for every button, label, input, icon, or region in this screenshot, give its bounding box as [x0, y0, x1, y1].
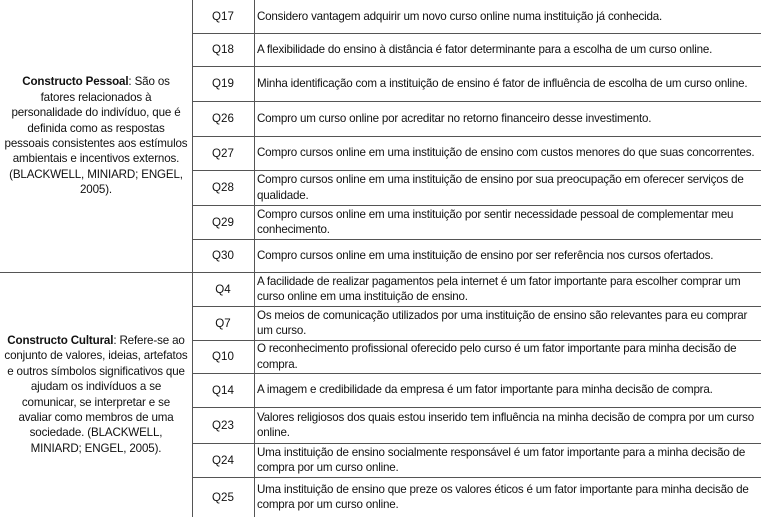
question-statement-cell — [257, 205, 759, 239]
question-statement-cell — [257, 0, 759, 33]
table-row — [192, 443, 761, 477]
question-statement: Compro cursos online em uma instituição de ensino por sua preocupação em oferecer serviços de qualidade. — [257, 173, 744, 202]
question-statement: Os meios de comunicação utilizados por uma instituição de ensino são relevantes para eu comprar um curso. — [257, 308, 748, 337]
question-statement: A imagem e credibilidade da empresa é um fator importante para minha decisão de compra. — [257, 383, 713, 397]
question-statement-cell — [257, 66, 759, 101]
row-divider — [192, 66, 761, 67]
table-row — [192, 407, 761, 443]
question-statement: A facilidade de realizar pagamentos pela internet é um fator importante para escolher comprar um curso online em uma instituição de ensino. — [257, 274, 741, 303]
row-divider — [192, 101, 761, 102]
column-divider — [254, 0, 255, 517]
question-code: Q27 — [212, 146, 234, 160]
table-row — [192, 101, 761, 136]
column-divider — [192, 0, 193, 517]
row-divider — [192, 136, 761, 137]
table-row — [192, 340, 761, 373]
table-row — [192, 239, 761, 272]
construct-pessoal-cell — [0, 0, 192, 272]
construct-cultural-cell — [0, 272, 192, 517]
row-divider — [192, 239, 761, 240]
table-row — [192, 66, 761, 101]
question-code: Q26 — [212, 112, 234, 125]
table-row — [192, 0, 761, 33]
construct-cultural-description: : Refere-se ao conjunto de valores, ideias, artefatos e outros símbolos significativos que ajudam os indivíduos a se comunicar, se interpretar e se avaliar como membros de uma sociedade. (BLACKWELL, MINIARD; ENGEL, 2005). — [4, 333, 188, 455]
question-code: Q28 — [212, 181, 234, 194]
question-statement: Minha identificação com a instituição de ensino é fator de influência de escolha de um curso online. — [257, 76, 748, 90]
construct-cultural-text — [4, 333, 188, 456]
question-code: Q24 — [212, 453, 234, 467]
row-divider — [192, 306, 761, 307]
construct-pessoal-description: : São os fatores relacionados à personalidade do indivíduo, que é definida como as respostas pessoais consistentes aos estímulos ambientais e incentivos externos.(BLACKWELL, MINIARD; ENGEL, 2005). — [4, 75, 188, 197]
question-statement: Uma instituição de ensino que preze os valores éticos é um fator importante para minha decisão de compra por um curso online. — [257, 482, 749, 511]
question-statement: Valores religiosos dos quais estou inserido tem influência na minha decisão de compra por um curso online. — [257, 410, 755, 439]
question-statement: Compro um curso online por acreditar no retorno financeiro desse investimento. — [257, 111, 652, 125]
question-statement: O reconhecimento profissional oferecido pelo curso é um fator importante para minha decisão de compra. — [257, 342, 737, 371]
question-statement-cell — [257, 272, 759, 306]
table-row — [192, 373, 761, 407]
question-statement: A flexibilidade do ensino à distância é fator determinante para a escolha de um curso online. — [257, 42, 713, 56]
question-statement: Considero vantagem adquirir um novo curso online numa instituição já conhecida. — [257, 9, 663, 23]
construct-pessoal-text — [4, 74, 188, 197]
table-row — [192, 205, 761, 239]
question-code: Q29 — [212, 215, 234, 229]
construct-pessoal-title: Constructo Pessoal — [22, 75, 129, 89]
row-divider — [192, 205, 761, 206]
question-statement: Compro cursos online em uma instituição de ensino com custos menores do que suas concorrentes. — [257, 146, 755, 160]
question-code: Q18 — [212, 43, 234, 56]
question-code: Q7 — [215, 316, 231, 330]
question-code: Q30 — [212, 249, 234, 262]
row-divider — [192, 170, 761, 171]
question-statement: Uma instituição de ensino socialmente responsável é um fator importante para a minha decisão de compra por um curso online. — [257, 445, 746, 474]
table-row — [192, 136, 761, 170]
row-divider — [192, 477, 761, 478]
question-statement-cell — [257, 407, 759, 443]
question-statement-cell — [257, 340, 759, 373]
table-row — [192, 477, 761, 517]
question-statement-cell — [257, 306, 759, 340]
question-code: Q19 — [212, 77, 234, 90]
question-code: Q23 — [212, 418, 234, 432]
question-code: Q4 — [215, 282, 231, 296]
question-statement: Compro cursos online em uma instituição por sentir necessidade pessoal de complementar meu conhecimento. — [257, 207, 734, 236]
row-divider — [192, 443, 761, 444]
question-statement-cell — [257, 477, 759, 517]
question-statement-cell — [257, 101, 759, 136]
question-statement-cell — [257, 443, 759, 477]
question-code: Q14 — [212, 383, 234, 397]
question-statement-cell — [257, 239, 759, 272]
table-row — [192, 170, 761, 205]
table-row — [192, 272, 761, 306]
question-statement: Compro cursos online em uma instituição de ensino por ser referência nos cursos ofertados. — [257, 248, 714, 262]
question-code: Q10 — [212, 350, 234, 363]
table-row — [192, 33, 761, 66]
question-code: Q17 — [212, 10, 234, 23]
question-code: Q25 — [212, 490, 234, 504]
table-row — [192, 306, 761, 340]
row-divider — [192, 373, 761, 374]
row-divider — [192, 33, 761, 34]
section-divider — [0, 272, 761, 273]
question-statement-cell — [257, 136, 759, 170]
row-divider — [192, 340, 761, 341]
row-divider — [192, 407, 761, 408]
question-statement-cell — [257, 33, 759, 66]
question-statement-cell — [257, 373, 759, 407]
question-statement-cell — [257, 170, 759, 205]
construct-cultural-title: Constructo Cultural — [7, 333, 114, 347]
